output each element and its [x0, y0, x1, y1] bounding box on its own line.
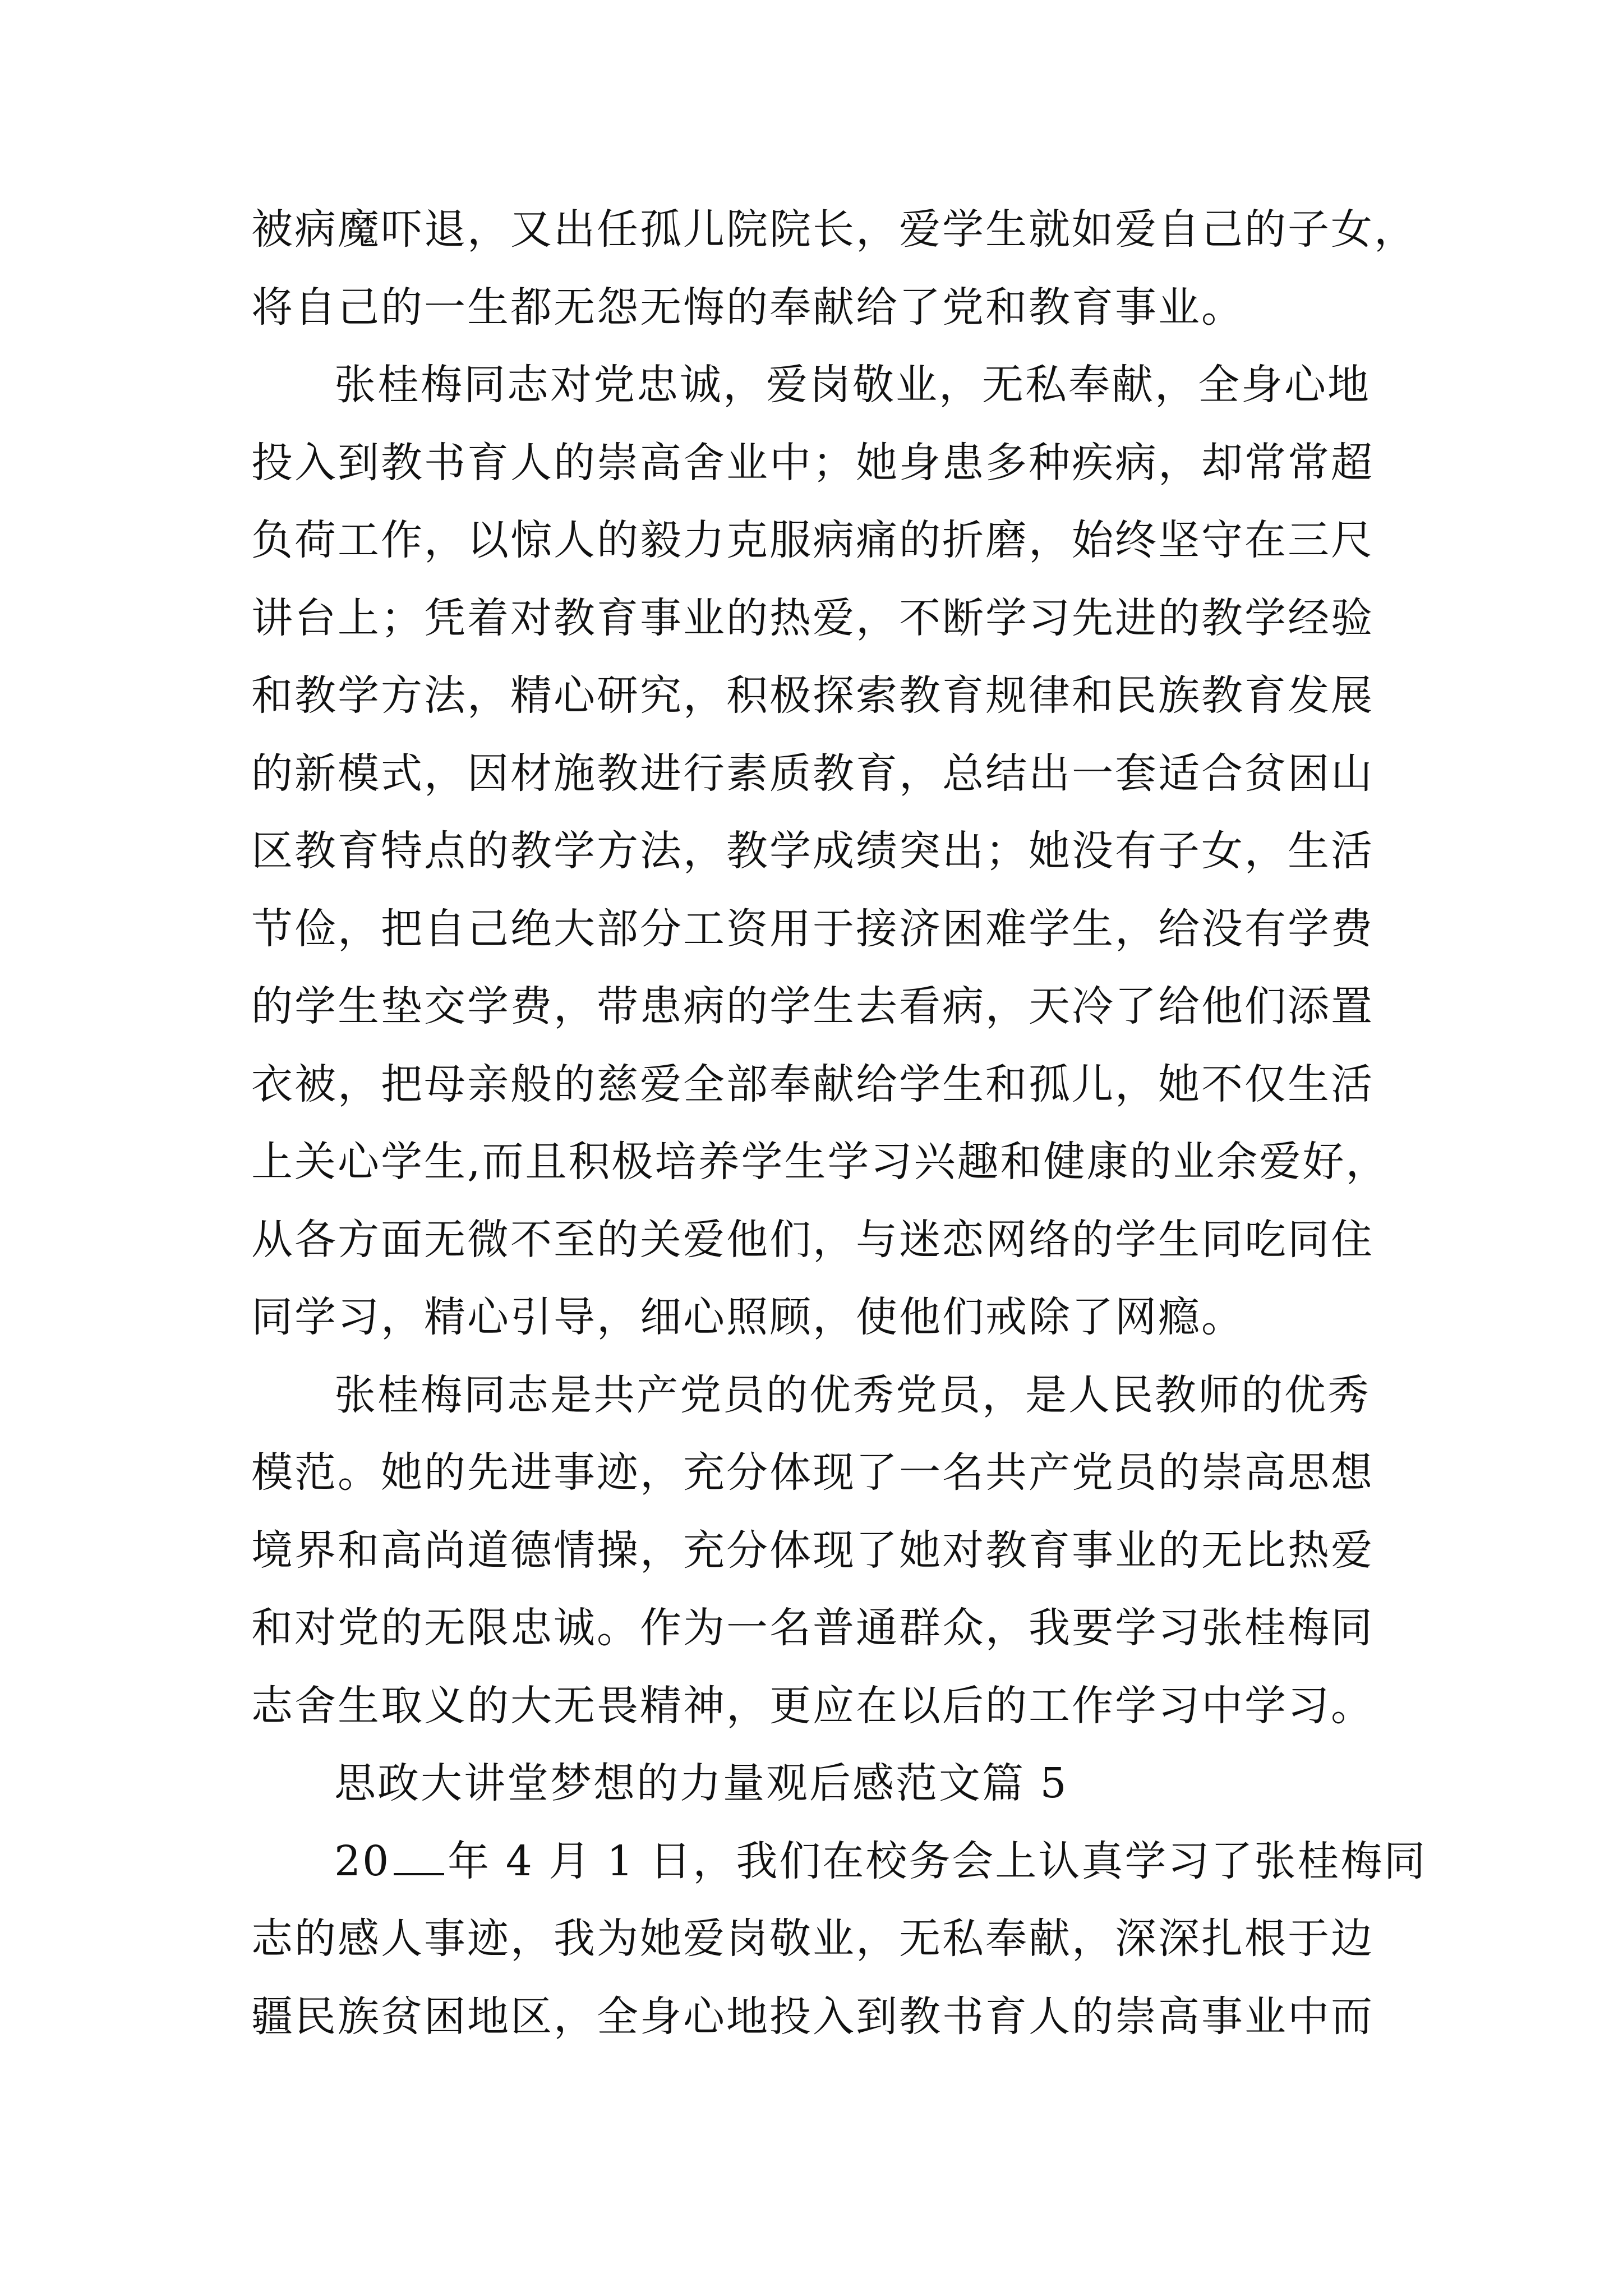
text-line: 志舍生取义的大无畏精神，更应在以后的工作学习中学习。	[251, 1681, 1374, 1730]
text-line: 模范。她的先进事迹，充分体现了一名共产党员的崇高思想	[251, 1448, 1374, 1497]
document-body	[251, 191, 1427, 2055]
text-line: 衣被，把母亲般的慈爱全部奉献给学生和孤儿，她不仅生活	[251, 1060, 1374, 1108]
text-line: 区教育特点的教学方法，教学成绩突出；她没有子女，生活	[251, 827, 1374, 875]
text-line: 疆民族贫困地区，全身心地投入到教书育人的崇高事业中而	[251, 1992, 1374, 2041]
text-line: 和教学方法，精心研究，积极探索教育规律和民族教育发展	[251, 671, 1374, 720]
text-line: 的学生垫交学费，带患病的学生去看病，天冷了给他们添置	[251, 982, 1374, 1030]
text-line: 境界和高尚道德情操，充分体现了她对教育事业的无比热爱	[251, 1526, 1374, 1575]
text-line: 将自己的一生都无怨无悔的奉献给了党和教育事业。	[251, 283, 1244, 332]
paragraph-start-line: 张桂梅同志是共产党员的优秀党员，是人民教师的优秀	[334, 1370, 1371, 1419]
text-line: 上关心学生,而且积极培养学生学习兴趣和健康的业余爱好，	[251, 1138, 1389, 1186]
text-line: 和对党的无限忠诚。作为一名普通群众，我要学习张桂梅同	[251, 1604, 1374, 1652]
paragraph-start-line: 张桂梅同志对党忠诚，爱岗敬业，无私奉献，全身心地	[334, 361, 1371, 409]
text-line: 讲台上；凭着对教育事业的热爱，不断学习先进的教学经验	[251, 593, 1374, 642]
text-line: 负荷工作，以惊人的毅力克服病痛的折磨，始终坚守在三尺	[251, 516, 1374, 564]
text-line: 志的感人事迹，我为她爱岗敬业，无私奉献，深深扎根于边	[251, 1915, 1374, 1963]
text-line: 被病魔吓退，又出任孤儿院院长，爱学生就如爱自己的子女，	[251, 205, 1417, 254]
blank-underline	[394, 1839, 444, 1875]
text-line: 投入到教书育人的崇高舍业中；她身患多种疾病，却常常超	[251, 438, 1374, 487]
text-line: 节俭，把自己绝大部分工资用于接济困难学生，给没有学费	[251, 904, 1374, 953]
date-text: 年 4 月 1 日，我们在校务会上认真学习了张桂梅同	[448, 1837, 1427, 1885]
text-line: 的新模式，因材施教进行素质教育，总结出一套适合贫困山	[251, 749, 1374, 798]
section-title: 思政大讲堂梦想的力量观后感范文篇 5	[334, 1759, 1068, 1807]
text-line: 从各方面无微不至的关爱他们，与迷恋网络的学生同吃同住	[251, 1215, 1374, 1264]
text-line: 同学习，精心引导，细心照顾，使他们戒除了网瘾。	[251, 1293, 1244, 1341]
year-prefix: 20	[334, 1837, 391, 1885]
paragraph-start-line	[251, 1823, 1427, 1901]
